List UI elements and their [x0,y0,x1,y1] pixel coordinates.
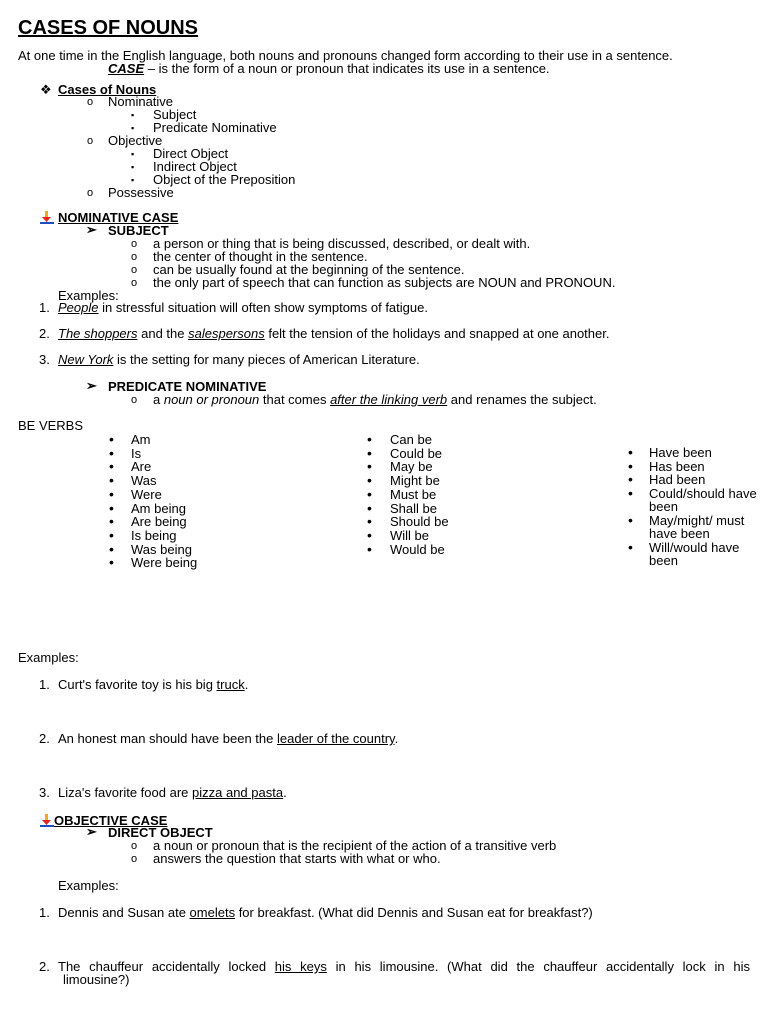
dot-bullet-icon: • [367,513,372,530]
example-underlined: pizza and pasta [192,785,284,800]
be-verb-item: Can be [390,432,432,447]
direct-object-point: answers the question that starts with what or who. [153,851,441,866]
subject-point: can be usually found at the beginning of the sentence. [153,262,465,277]
subject-point: a person or thing that is being discussed, described, or dealt with. [153,236,531,251]
example-number: 1. [39,905,50,920]
dot-bullet-icon: • [109,554,114,571]
hollow-bullet-icon: o [87,187,94,199]
square-bullet-icon: ▪ [131,110,135,120]
example-number: 2. [39,959,50,974]
dot-bullet-icon: • [109,472,114,489]
case-term: CASE [108,61,145,76]
be-verbs-label: BE VERBS [18,418,84,433]
example-sentence [58,327,609,340]
page-title: CASES OF NOUNS [18,17,199,39]
example-number: 2. [39,326,50,341]
text: that comes [259,392,331,407]
hollow-bullet-icon: o [131,238,138,250]
example-rest: is the setting for many pieces of American Literature. [113,352,420,367]
text: Curt's favorite toy is his big [58,677,217,692]
dot-bullet-icon: • [109,526,114,543]
outline-objective-item: Direct Object [153,146,229,161]
be-verb-item: Would be [390,541,445,557]
dot-bullet-icon: • [109,458,114,475]
example-number: 3. [39,352,50,367]
direct-object-heading: DIRECT OBJECT [108,825,213,840]
example-underlined: his keys [274,959,327,974]
dot-bullet-icon: • [109,431,114,447]
be-verb-item: Must be [390,486,437,502]
hollow-bullet-icon: o [131,251,138,263]
square-bullet-icon: ▪ [131,149,135,159]
outline-possessive: Possessive [108,185,174,200]
case-definition [108,62,550,75]
example-underlined: New York [58,352,114,367]
square-bullet-icon: ▪ [131,175,135,185]
dot-bullet-icon: • [109,485,114,502]
example-sentence [58,786,287,799]
hollow-bullet-icon: o [131,264,138,276]
text: . [394,731,399,746]
be-verb-item: Was [131,473,157,489]
outline-objective-item: Indirect Object [153,159,237,174]
arrow-bullet-icon: ➢ [86,222,97,237]
be-verb-text: Could/should have been [649,485,757,514]
be-verb-item: Are [131,459,152,475]
dot-bullet-icon: • [109,499,114,516]
dot-bullet-icon: • [628,457,633,474]
dot-bullet-icon: • [628,484,633,501]
example-sentence [58,732,398,745]
be-verb-item: Am being [131,500,186,516]
arrow-bullet-icon: ➢ [86,378,97,393]
text: a [153,392,164,407]
be-verb-item: Might be [390,473,440,489]
square-bullet-icon: ▪ [131,162,135,172]
outline-nominative-item: Subject [153,107,197,122]
diamond-bullet-icon: ❖ [40,82,52,97]
example-underlined: leader of the country [277,731,395,746]
dot-bullet-icon: • [367,485,372,502]
be-verb-item: Is being [131,527,177,543]
example-underlined: omelets [189,905,236,920]
hollow-bullet-icon: o [87,135,94,147]
square-bullet-icon: ▪ [131,123,135,133]
dot-bullet-icon: • [367,431,372,447]
be-verb-item: Is [131,445,142,461]
objective-case-heading: OBJECTIVE CASE [54,813,168,828]
nominative-case-heading: NOMINATIVE CASE [58,210,179,225]
be-verb-item [628,511,768,541]
dot-bullet-icon: • [628,538,633,555]
be-verb-item: May be [390,459,433,475]
text: The chauffeur accidentally locked [58,959,275,974]
outline-heading: Cases of Nouns [58,82,157,97]
example-number: 3. [39,785,50,800]
colored-arrow-icon [40,814,54,829]
colored-arrow-icon [40,211,54,226]
be-verb-item [628,457,768,474]
text: An honest man should have been the [58,731,277,746]
intro-text: At one time in the English language, both nouns and pronouns changed form according to their use in a sentence. [18,48,673,63]
be-verb-item: Am [131,432,151,447]
dot-bullet-icon: • [628,444,633,460]
be-verb-item: Should be [390,514,449,530]
example-sentence [58,353,420,366]
example-number: 1. [39,677,50,692]
example-number: 1. [39,300,50,315]
hollow-bullet-icon: o [131,840,138,852]
be-verb-item: Shall be [390,500,437,516]
italic-text: noun or pronoun [163,392,260,407]
outline-objective-item: Object of the Preposition [153,172,296,187]
dot-bullet-icon: • [367,472,372,489]
subject-point: the center of thought in the sentence. [153,249,368,264]
dot-bullet-icon: • [367,499,372,516]
case-definition-rest: – is the form of a noun or pronoun that indicates its use in a sentence. [144,61,550,76]
subject-heading: SUBJECT [108,223,169,238]
examples-label: Examples: [58,288,119,303]
be-verb-item [628,538,768,568]
be-verb-item: Will be [390,527,430,543]
be-verb-item: Were [131,486,162,502]
examples-label: Examples: [58,878,119,893]
example-underlined: truck [216,677,245,692]
be-verb-text: May/might/ must have been [649,512,745,541]
be-verb-item [628,473,768,487]
be-verbs-column-3 [628,446,768,568]
arrow-bullet-icon: ➢ [86,824,97,839]
example-sentence [58,678,248,691]
dot-bullet-icon: • [628,511,633,528]
text: and renames the subject. [447,392,597,407]
examples-label: Examples: [18,650,79,665]
predicate-nominative-heading: PREDICATE NOMINATIVE [108,379,267,394]
be-verb-text: Had been [649,472,706,487]
outline-nominative-item: Predicate Nominative [153,120,277,135]
hollow-bullet-icon: o [131,394,138,406]
subject-point: the only part of speech that can function as subjects are NOUN and PRONOUN. [153,275,616,290]
example-underlined: salespersons [188,326,265,341]
dot-bullet-icon: • [367,540,372,557]
example-underlined: The shoppers [58,326,138,341]
text: for breakfast. (What did Dennis and Susan eat for breakfast?) [235,905,593,920]
be-verb-text: Have been [649,445,712,460]
example-rest: felt the tension of the holidays and snapped at one another. [264,326,610,341]
be-verb-text: Has been [649,458,705,474]
predicate-point [153,393,597,406]
text: in his limousine. (What did the chauffeur accidentally lock in his [326,959,750,974]
italic-underlined-text: after the linking verb [330,392,448,407]
be-verb-item: Are being [131,514,187,530]
text: . [244,677,249,692]
be-verb-item: Could be [390,445,443,461]
dot-bullet-icon: • [367,526,372,543]
text: Liza's favorite food are [58,785,192,800]
direct-object-point: a noun or pronoun that is the recipient of the action of a transitive verb [153,838,557,853]
dot-bullet-icon: • [628,471,633,487]
hollow-bullet-icon: o [131,277,138,289]
dot-bullet-icon: • [109,513,114,530]
dot-bullet-icon: • [367,458,372,475]
example-underlined: People [58,300,99,315]
example-sentence [58,301,428,314]
be-verb-item: Were being [131,555,198,571]
text: . [283,785,287,800]
hollow-bullet-icon: o [87,96,94,108]
be-verb-text: Will/would have been [649,539,740,568]
text: Dennis and Susan ate [58,905,190,920]
outline-nominative: Nominative [108,94,174,109]
dot-bullet-icon: • [109,540,114,557]
example-sentence [58,906,593,919]
be-verb-item [628,484,768,514]
be-verb-item [628,446,768,460]
outline-objective: Objective [108,133,163,148]
example-number: 2. [39,731,50,746]
example-sentence-continuation: limousine?) [63,972,130,987]
example-sentence [58,960,750,973]
dot-bullet-icon: • [109,444,114,461]
be-verb-item: Was being [131,541,192,557]
example-rest: in stressful situation will often show symptoms of fatigue. [98,300,428,315]
example-text: and the [137,326,189,341]
hollow-bullet-icon: o [131,853,138,865]
dot-bullet-icon: • [367,444,372,461]
